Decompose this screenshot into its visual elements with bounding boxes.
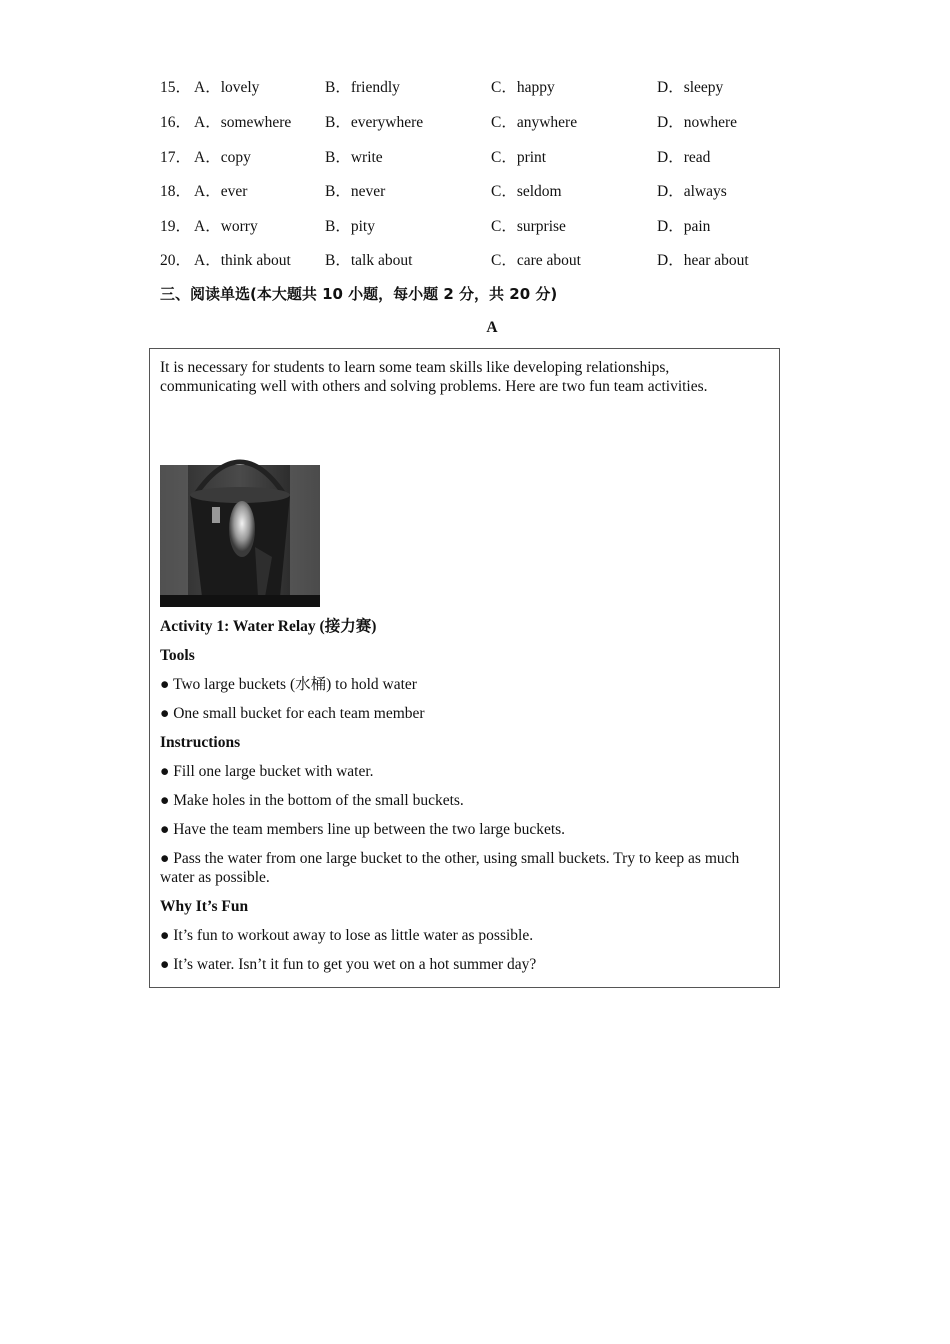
tool-item: ● Two large buckets (水桶) to hold water (160, 676, 417, 693)
option-c: C．anywhere (491, 114, 578, 131)
option-a: A．ever (194, 183, 248, 200)
question-number: 17． (160, 149, 192, 166)
option-b: B．pity (325, 218, 375, 235)
fun-item: ● It’s fun to workout away to lose as little water as possible. (160, 927, 534, 944)
option-c: C．surprise (491, 218, 566, 235)
option-a: A．copy (194, 149, 251, 166)
bucket-photo (160, 437, 320, 607)
option-a: A．somewhere (194, 114, 292, 131)
option-d: D．hear about (657, 252, 749, 269)
option-c: C．print (491, 149, 547, 166)
option-a: A．worry (194, 218, 258, 235)
option-c: C．care about (491, 252, 581, 269)
bucket-icon (160, 437, 320, 607)
option-d: D．pain (657, 218, 711, 235)
option-a: A．lovely (194, 79, 260, 96)
section-title: 三、阅读单选(本大题共 10 小题，每小题 2 分，共 20 分) (160, 285, 558, 303)
question-number: 16． (160, 114, 192, 131)
option-c: C．happy (491, 79, 555, 96)
instruction-item: ● Fill one large bucket with water. (160, 763, 374, 780)
question-row-19 (160, 214, 800, 236)
option-d: D．nowhere (657, 114, 738, 131)
option-d: D．always (657, 183, 727, 200)
option-b: B．friendly (325, 79, 400, 96)
question-number: 18． (160, 183, 192, 200)
question-row-16 (160, 110, 800, 132)
question-row-15 (160, 75, 800, 97)
option-b: B．write (325, 149, 383, 166)
fun-heading: Why It’s Fun (160, 898, 249, 915)
instruction-item: ● Pass the water from one large bucket to the other, using small buckets. Try to keep as much water as possible. (160, 850, 740, 886)
passage-letter: A (486, 319, 498, 336)
instruction-item: ● Make holes in the bottom of the small buckets. (160, 792, 464, 809)
instructions-heading: Instructions (160, 734, 241, 751)
question-row-20 (160, 248, 800, 270)
question-row-17 (160, 145, 800, 167)
option-c: C．seldom (491, 183, 562, 200)
option-d: D．sleepy (657, 79, 724, 96)
tools-heading: Tools (160, 647, 195, 664)
passage-intro: It is necessary for students to learn some team skills like developing relationships, communicating well with others and solving problems. Here are two fun team activities. (160, 359, 708, 395)
passage-box (149, 348, 780, 988)
tool-item: ● One small bucket for each team member (160, 705, 425, 722)
option-b: B．never (325, 183, 386, 200)
question-number: 15． (160, 79, 192, 96)
option-b: B．everywhere (325, 114, 424, 131)
instruction-item: ● Have the team members line up between the two large buckets. (160, 821, 566, 838)
activity-title: Activity 1: Water Relay (接力赛) (160, 618, 377, 635)
question-row-18 (160, 179, 800, 201)
option-b: B．talk about (325, 252, 413, 269)
question-number: 20． (160, 252, 192, 269)
option-d: D．read (657, 149, 711, 166)
fun-item: ● It’s water. Isn’t it fun to get you wet on a hot summer day? (160, 956, 537, 973)
option-a: A．think about (194, 252, 291, 269)
question-number: 19． (160, 218, 192, 235)
